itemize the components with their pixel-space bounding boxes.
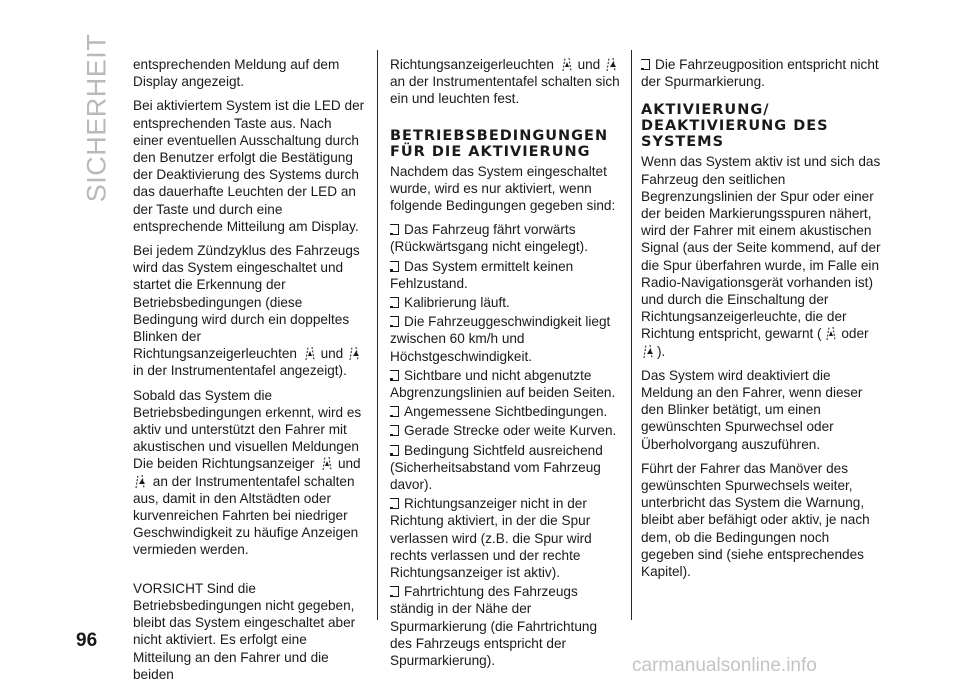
list-item-text: Das Fahrzeug fährt vorwärts (Rückwärtsgang nicht eingelegt). bbox=[390, 222, 588, 255]
paragraph bbox=[641, 153, 881, 359]
bullet-icon bbox=[390, 224, 399, 235]
bullet-icon bbox=[390, 316, 399, 327]
list-item bbox=[390, 422, 622, 439]
paragraph: VORSICHT Sind die Betriebsbedingungen nicht gegeben, bleibt das System eingeschaltet aber nicht aktiviert. Es erfolgt eine Mitteilung an den Fahrer und die beiden bbox=[133, 580, 356, 682]
paragraph-text: Wenn das System aktiv ist und sich das Fahrzeug den seitlichen Begrenzungslinien der Spur oder einer der beiden Markierungsspuren nähert, wird der Fahrer mit einem akustischen Signal (aus der Seite kommend, auf der die Spur überfahren wurde, im Falle ein Radio-Navigationsgerät vorhanden ist) und durch die Einschaltung der Richtungsanzeigerleuchte, die der Richtung entspricht, gewarnt ( bbox=[641, 154, 881, 342]
list-item-text: Das System ermittelt keinen Fehlzustand. bbox=[390, 258, 574, 291]
list-item-text: Die Fahrzeuggeschwindigkeit liegt zwischen 60 km/h und Höchstgeschwindigkeit. bbox=[390, 314, 611, 364]
lane-departure-right-icon bbox=[605, 56, 619, 72]
list-item bbox=[390, 367, 622, 401]
lane-departure-left-icon bbox=[302, 345, 316, 361]
section-heading: AKTIVIERUNG/ DEAKTIVIERUNG DES SYSTEMS bbox=[641, 102, 829, 151]
list-item-text: Richtungsanzeiger nicht in der Richtung aktiviert, in der die Spur verlassen wird (z.B. die Spur wird rechts verlassen und der rechte Richtungsanzeiger ist aktiv). bbox=[390, 496, 592, 581]
paragraph-text: Bei jedem Zündzyklus des Fahrzeugs wird das System eingeschaltet und startet die Erkennung der Betriebsbedingungen (diese Bedingung wird durch ein doppeltes Blinken der Richtungsanzeigerleuchten bbox=[133, 243, 360, 362]
paragraph-text: und bbox=[577, 57, 601, 72]
bullet-icon bbox=[390, 370, 399, 381]
lane-departure-left-icon bbox=[823, 325, 837, 341]
list-item-text: Angemessene Sichtbedingungen. bbox=[404, 404, 608, 420]
list-item bbox=[390, 495, 622, 581]
paragraph: Das System wird deaktiviert die Meldung an den Fahrer, wenn dieser den Blinker betätigt, um einen gewünschten Spurwechsel oder Überholvorgang auszuführen. bbox=[641, 367, 863, 452]
list-item bbox=[390, 313, 622, 365]
bullet-icon bbox=[390, 498, 399, 509]
paragraph-text: Richtungsanzeigerleuchten bbox=[390, 57, 554, 72]
lane-departure-left-icon bbox=[559, 56, 573, 72]
paragraph: Nachdem das System eingeschaltet wurde, wird es nur aktiviert, wenn folgende Bedingungen gegeben sind: bbox=[390, 163, 616, 214]
paragraph-text: oder bbox=[841, 326, 869, 342]
text-column-2 bbox=[390, 56, 622, 671]
lane-departure-right-icon bbox=[134, 473, 148, 489]
paragraph bbox=[390, 56, 622, 108]
list-item-text: Gerade Strecke oder weite Kurven. bbox=[404, 423, 617, 439]
list-item bbox=[390, 442, 622, 494]
list-item-text: Kalibrierung läuft. bbox=[404, 295, 510, 311]
bullet-icon bbox=[641, 59, 650, 70]
paragraph: Bei aktiviertem System ist die LED der entsprechenden Taste aus. Nach einer eventuellen Ausschaltung durch den Benutzer erfolgt die Bestätigung der Deaktivierung des Systems durch das dauerhafte Leuchten der LED an der Taste und durch eine entsprechende Mitteilung am Display. bbox=[133, 98, 365, 234]
column-divider-1 bbox=[377, 50, 378, 620]
text-column-1 bbox=[133, 56, 365, 690]
watermark: carmanualsonline.info bbox=[632, 655, 817, 676]
section-title-text: SICHERHEIT bbox=[81, 33, 112, 203]
paragraph-text: und bbox=[320, 346, 344, 362]
bullet-icon bbox=[390, 445, 399, 456]
column-divider-2 bbox=[631, 50, 632, 620]
lane-departure-right-icon bbox=[348, 345, 362, 361]
list-item bbox=[390, 583, 622, 669]
paragraph: entsprechenden Meldung auf dem Display angezeigt. bbox=[133, 57, 340, 90]
list-item bbox=[390, 403, 622, 420]
paragraph-text: an der Instrumententafel schalten sich ein und leuchten fest. bbox=[390, 74, 620, 107]
lane-departure-right-icon bbox=[642, 343, 656, 359]
text-column-3 bbox=[641, 56, 881, 587]
list-item bbox=[390, 221, 622, 255]
paragraph: Führt der Fahrer das Manöver des gewünschten Spurwechsels weiter, unterbricht das System die Warnung, bleibt aber befähigt oder aktiv, je nach dem, ob die Bedingungen noch gegeben sind (siehe entsprechendes Kapitel). bbox=[641, 460, 870, 580]
paragraph-text: Sobald das System die Betriebsbedingungen erkennt, wird es aktiv und unterstützt den Fahrer mit akustischen und visuellen Meldungen Die beiden Richtungsanzeiger bbox=[133, 387, 362, 472]
paragraph-text: in der Instrumententafel angezeigt). bbox=[133, 363, 347, 379]
list-item-text: Sichtbare und nicht abgenutzte Abgrenzungslinien auf beiden Seiten. bbox=[390, 367, 616, 401]
paragraph bbox=[133, 242, 365, 380]
page-number: 96 bbox=[76, 630, 98, 651]
bullet-icon bbox=[390, 406, 399, 417]
list-item bbox=[390, 294, 622, 311]
lane-departure-left-icon bbox=[319, 455, 333, 471]
paragraph bbox=[133, 387, 365, 559]
bullet-icon bbox=[390, 297, 399, 308]
section-side-title bbox=[81, 33, 112, 203]
conditions-list bbox=[390, 221, 622, 669]
bullet-icon bbox=[390, 586, 399, 597]
list-item-text: Bedingung Sichtfeld ausreichend (Sicherheitsabstand vom Fahrzeug davor). bbox=[390, 442, 603, 493]
list-item bbox=[390, 258, 622, 292]
section-heading: BETRIEBSBEDINGUNGEN FÜR DIE AKTIVIERUNG bbox=[390, 127, 609, 160]
bullet-icon bbox=[390, 261, 399, 272]
list-item bbox=[641, 56, 881, 90]
paragraph-text: ). bbox=[657, 343, 666, 359]
paragraph-text: an der Instrumententafel schalten aus, damit in den Altstädten oder kurvenreichen Fahrten bei niedriger Geschwindigkeit zu häufige Anzeigen vermieden werden. bbox=[133, 473, 359, 558]
list-item-text: Fahrtrichtung des Fahrzeugs ständig in der Nähe der Spurmarkierung (die Fahrtrichtung des Fahrzeugs entspricht der Spurmarkierung). bbox=[390, 584, 598, 669]
bullet-icon bbox=[390, 425, 399, 436]
list-item-text: Die Fahrzeugposition entspricht nicht der Spurmarkierung. bbox=[641, 57, 879, 90]
paragraph-text: und bbox=[337, 456, 361, 472]
